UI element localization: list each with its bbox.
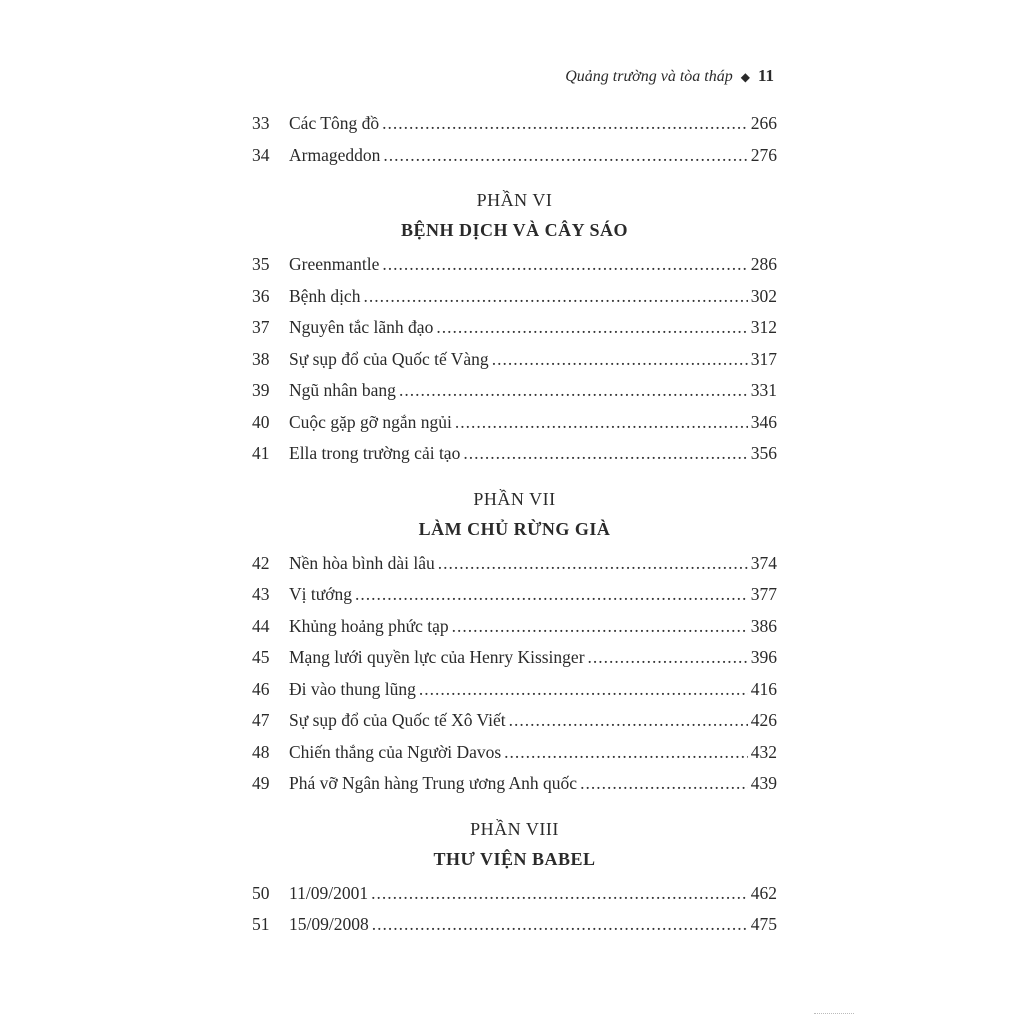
chapter-title: Chiến thắng của Người Davos bbox=[289, 741, 502, 762]
chapter-title: Vị tướng bbox=[289, 584, 352, 604]
chapter-title: Ngũ nhân bang bbox=[289, 380, 396, 400]
chapter-title: Mạng lưới quyền lực của Henry Kissinger bbox=[289, 647, 585, 667]
toc-entry bbox=[252, 773, 777, 805]
chapter-number: 42 bbox=[252, 552, 270, 573]
chapter-number: 49 bbox=[252, 773, 270, 793]
dot-leader bbox=[371, 883, 748, 904]
toc-entry bbox=[252, 883, 777, 915]
chapter-title: Khủng hoảng phức tạp bbox=[289, 615, 449, 636]
running-header bbox=[565, 66, 774, 86]
chapter-page: 302 bbox=[750, 285, 777, 306]
dot-leader bbox=[452, 616, 748, 637]
toc-entry bbox=[252, 710, 777, 742]
toc-entry bbox=[252, 349, 777, 381]
toc-entry bbox=[252, 914, 777, 946]
toc-entry bbox=[252, 380, 777, 412]
part-title: BỆNH DỊCH VÀ CÂY SÁO bbox=[400, 220, 629, 240]
scan-artifact bbox=[814, 1013, 854, 1022]
toc-entry bbox=[252, 254, 777, 286]
chapter-number: 46 bbox=[252, 678, 270, 699]
chapter-title: Sự sụp đổ của Quốc tế Vàng bbox=[289, 348, 489, 369]
dot-leader bbox=[455, 412, 748, 433]
chapter-number: 51 bbox=[252, 914, 270, 934]
chapter-title: Ella trong trường cải tạo bbox=[289, 443, 461, 463]
toc-entry bbox=[252, 647, 777, 679]
book-title: Quảng trường và tòa tháp bbox=[565, 68, 733, 85]
toc-entry bbox=[252, 145, 777, 177]
chapter-page: 286 bbox=[750, 254, 777, 274]
chapter-page: 346 bbox=[750, 411, 777, 432]
chapter-number: 41 bbox=[252, 443, 270, 463]
dot-leader bbox=[438, 553, 748, 574]
dot-leader bbox=[504, 742, 748, 763]
table-of-contents bbox=[252, 113, 777, 946]
chapter-title: Phá vỡ Ngân hàng Trung ương Anh quốc bbox=[289, 773, 578, 793]
toc-entry bbox=[252, 553, 777, 585]
dot-leader bbox=[580, 773, 748, 794]
chapter-number: 45 bbox=[252, 647, 270, 667]
chapter-page: 266 bbox=[750, 113, 777, 133]
diamond-separator-icon: ◆ bbox=[740, 70, 750, 84]
dot-leader bbox=[355, 584, 748, 605]
dot-leader bbox=[509, 710, 748, 731]
chapter-number: 37 bbox=[252, 317, 270, 337]
chapter-page: 276 bbox=[750, 144, 777, 165]
part-label: PHẦN VII bbox=[473, 488, 556, 509]
chapter-page: 396 bbox=[750, 647, 777, 667]
chapter-title: 11/09/2001 bbox=[289, 882, 369, 903]
toc-entry bbox=[252, 742, 777, 774]
dot-leader bbox=[363, 286, 747, 307]
chapter-title: Các Tông đồ bbox=[289, 113, 380, 133]
chapter-page: 374 bbox=[750, 552, 777, 573]
chapter-number: 50 bbox=[252, 882, 270, 903]
chapter-title: Nền hòa bình dài lâu bbox=[289, 552, 435, 573]
chapter-number: 36 bbox=[252, 285, 270, 306]
toc-entry bbox=[252, 443, 777, 475]
dot-leader bbox=[436, 317, 747, 338]
dot-leader bbox=[383, 145, 747, 166]
toc-entry bbox=[252, 584, 777, 616]
page-number: 11 bbox=[757, 66, 774, 85]
chapter-number: 39 bbox=[252, 380, 270, 400]
dot-leader bbox=[372, 914, 748, 935]
toc-entry bbox=[252, 317, 777, 349]
chapter-number: 48 bbox=[252, 741, 270, 762]
chapter-page: 312 bbox=[750, 317, 777, 337]
toc-entry bbox=[252, 679, 777, 711]
toc-entry bbox=[252, 286, 777, 318]
chapter-number: 47 bbox=[252, 710, 270, 730]
chapter-title: Cuộc gặp gỡ ngắn ngủi bbox=[289, 411, 452, 432]
dot-leader bbox=[382, 254, 747, 275]
chapter-page: 416 bbox=[750, 678, 777, 699]
dot-leader bbox=[463, 443, 747, 464]
chapter-number: 34 bbox=[252, 144, 270, 165]
chapter-title: Bệnh dịch bbox=[289, 285, 361, 306]
chapter-page: 426 bbox=[750, 710, 777, 730]
chapter-page: 432 bbox=[750, 741, 777, 762]
chapter-page: 377 bbox=[750, 584, 777, 604]
chapter-page: 462 bbox=[750, 882, 777, 903]
dot-leader bbox=[492, 349, 748, 370]
part-label: PHẦN VI bbox=[476, 190, 553, 210]
toc-entry bbox=[252, 113, 777, 145]
chapter-number: 35 bbox=[252, 254, 270, 274]
toc-entry bbox=[252, 616, 777, 648]
chapter-title: 15/09/2008 bbox=[289, 914, 369, 934]
part-label: PHẦN VIII bbox=[470, 818, 559, 839]
chapter-number: 33 bbox=[252, 113, 270, 133]
part-title: LÀM CHỦ RỪNG GIÀ bbox=[418, 518, 611, 539]
dot-leader bbox=[588, 647, 748, 668]
chapter-title: Greenmantle bbox=[289, 254, 380, 274]
chapter-page: 331 bbox=[750, 380, 777, 400]
chapter-title: Armageddon bbox=[289, 144, 381, 165]
chapter-title: Đi vào thung lũng bbox=[289, 678, 416, 699]
dot-leader bbox=[419, 679, 748, 700]
chapter-page: 439 bbox=[750, 773, 777, 793]
part-title: THƯ VIỆN BABEL bbox=[433, 848, 596, 869]
chapter-number: 43 bbox=[252, 584, 270, 604]
chapter-number: 38 bbox=[252, 348, 270, 369]
chapter-page: 475 bbox=[750, 914, 777, 934]
chapter-page: 317 bbox=[750, 348, 777, 369]
chapter-number: 40 bbox=[252, 411, 270, 432]
chapter-page: 386 bbox=[750, 615, 777, 636]
dot-leader bbox=[382, 113, 748, 134]
chapter-title: Sự sụp đổ của Quốc tế Xô Viết bbox=[289, 710, 506, 730]
chapter-title: Nguyên tắc lãnh đạo bbox=[289, 317, 434, 337]
chapter-number: 44 bbox=[252, 615, 270, 636]
dot-leader bbox=[399, 380, 748, 401]
chapter-page: 356 bbox=[750, 443, 777, 463]
toc-entry bbox=[252, 412, 777, 444]
